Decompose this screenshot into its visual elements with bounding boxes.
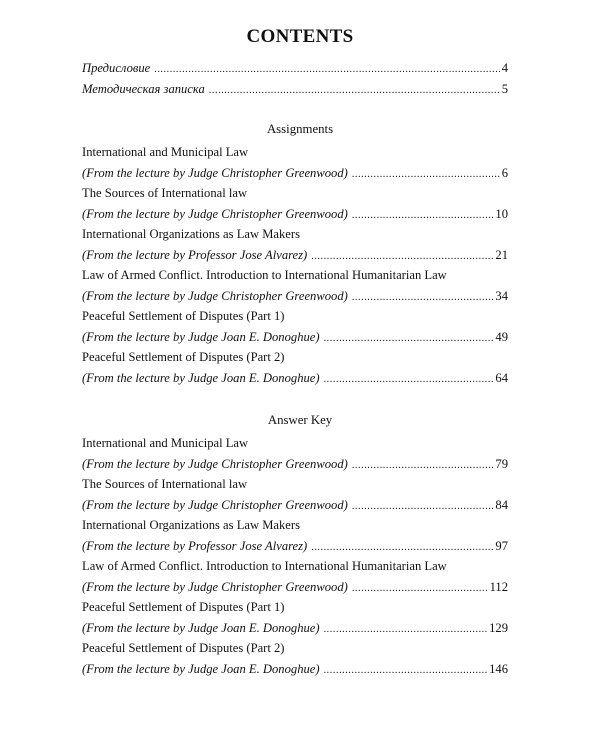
- toc-entry[interactable]: [82, 578, 508, 596]
- toc-entry[interactable]: [82, 619, 508, 637]
- dot-leader: [324, 330, 494, 348]
- toc-entry-title: Предисловие: [82, 61, 151, 75]
- toc-page-number: 21: [495, 248, 508, 262]
- toc-topic[interactable]: Peaceful Settlement of Disputes (Part 2): [82, 350, 285, 364]
- toc-entry[interactable]: [82, 369, 508, 387]
- toc-page-number: 84: [495, 498, 508, 512]
- toc-entry[interactable]: [82, 205, 508, 223]
- toc-page-number: 6: [501, 166, 508, 180]
- page-title: CONTENTS: [246, 26, 354, 47]
- toc-entry[interactable]: [82, 660, 508, 678]
- toc-topic[interactable]: Peaceful Settlement of Disputes (Part 1): [82, 309, 285, 323]
- dot-leader: [209, 82, 500, 100]
- dot-leader: [324, 621, 488, 639]
- toc-entry-title: Методическая записка: [82, 82, 205, 96]
- dot-leader: [154, 61, 499, 79]
- toc-entry-source: (From the lecture by Judge Christopher Greenwood): [82, 289, 348, 303]
- toc-topic[interactable]: Peaceful Settlement of Disputes (Part 2): [82, 641, 285, 655]
- toc-topic[interactable]: International and Municipal Law: [82, 145, 249, 159]
- toc-entry-source: (From the lecture by Judge Christopher Greenwood): [82, 166, 348, 180]
- toc-entry-methodical-note[interactable]: [82, 80, 508, 98]
- dot-leader: [324, 371, 494, 389]
- toc-entry[interactable]: [82, 246, 508, 264]
- toc-page-number: 64: [495, 371, 508, 385]
- dot-leader: [311, 539, 493, 557]
- toc-entry-source: (From the lecture by Judge Christopher Greenwood): [82, 498, 348, 512]
- toc-page-number: 97: [495, 539, 508, 553]
- toc-entry-source: (From the lecture by Judge Joan E. Donoghue): [82, 371, 320, 385]
- toc-entry[interactable]: [82, 455, 508, 473]
- dot-leader: [352, 166, 500, 184]
- toc-page-number: 4: [501, 61, 508, 75]
- toc-topic[interactable]: Peaceful Settlement of Disputes (Part 1): [82, 600, 285, 614]
- dot-leader: [352, 580, 488, 598]
- toc-entry-source: (From the lecture by Judge Joan E. Donoghue): [82, 662, 320, 676]
- toc-entry-preface[interactable]: [82, 59, 508, 77]
- section-heading-assignments: Assignments: [266, 122, 334, 136]
- dot-leader: [352, 289, 494, 307]
- toc-entry-source: (From the lecture by Judge Joan E. Donoghue): [82, 621, 320, 635]
- dot-leader: [352, 498, 494, 516]
- toc-entry-source: (From the lecture by Judge Joan E. Donoghue): [82, 330, 320, 344]
- toc-page-number: 112: [489, 580, 508, 594]
- toc-topic[interactable]: International and Municipal Law: [82, 436, 249, 450]
- toc-page-number: 34: [495, 289, 508, 303]
- dot-leader: [324, 662, 488, 680]
- toc-entry-source: (From the lecture by Professor Jose Alvarez): [82, 539, 308, 553]
- toc-page-number: 79: [495, 457, 508, 471]
- dot-leader: [311, 248, 493, 266]
- toc-page-number: 129: [489, 621, 508, 635]
- toc-entry-source: (From the lecture by Professor Jose Alvarez): [82, 248, 308, 262]
- toc-topic[interactable]: The Sources of International law: [82, 477, 248, 491]
- toc-entry-source: (From the lecture by Judge Christopher Greenwood): [82, 207, 348, 221]
- section-heading-answer-key: Answer Key: [267, 413, 333, 427]
- dot-leader: [352, 207, 494, 225]
- toc-entry[interactable]: [82, 496, 508, 514]
- toc-page-number: 49: [495, 330, 508, 344]
- toc-page-number: 5: [501, 82, 508, 96]
- toc-entry[interactable]: [82, 537, 508, 555]
- toc-entry[interactable]: [82, 328, 508, 346]
- toc-topic[interactable]: Law of Armed Conflict. Introduction to International Humanitarian Law: [82, 559, 447, 573]
- toc-topic[interactable]: Law of Armed Conflict. Introduction to International Humanitarian Law: [82, 268, 447, 282]
- toc-entry-source: (From the lecture by Judge Christopher Greenwood): [82, 580, 348, 594]
- toc-page-number: 10: [495, 207, 508, 221]
- toc-entry[interactable]: [82, 164, 508, 182]
- toc-topic[interactable]: International Organizations as Law Makers: [82, 518, 300, 532]
- toc-topic[interactable]: The Sources of International law: [82, 186, 248, 200]
- toc-page-number: 146: [489, 662, 508, 676]
- toc-topic[interactable]: International Organizations as Law Makers: [82, 227, 300, 241]
- toc-entry[interactable]: [82, 287, 508, 305]
- dot-leader: [352, 457, 494, 475]
- toc-entry-source: (From the lecture by Judge Christopher Greenwood): [82, 457, 348, 471]
